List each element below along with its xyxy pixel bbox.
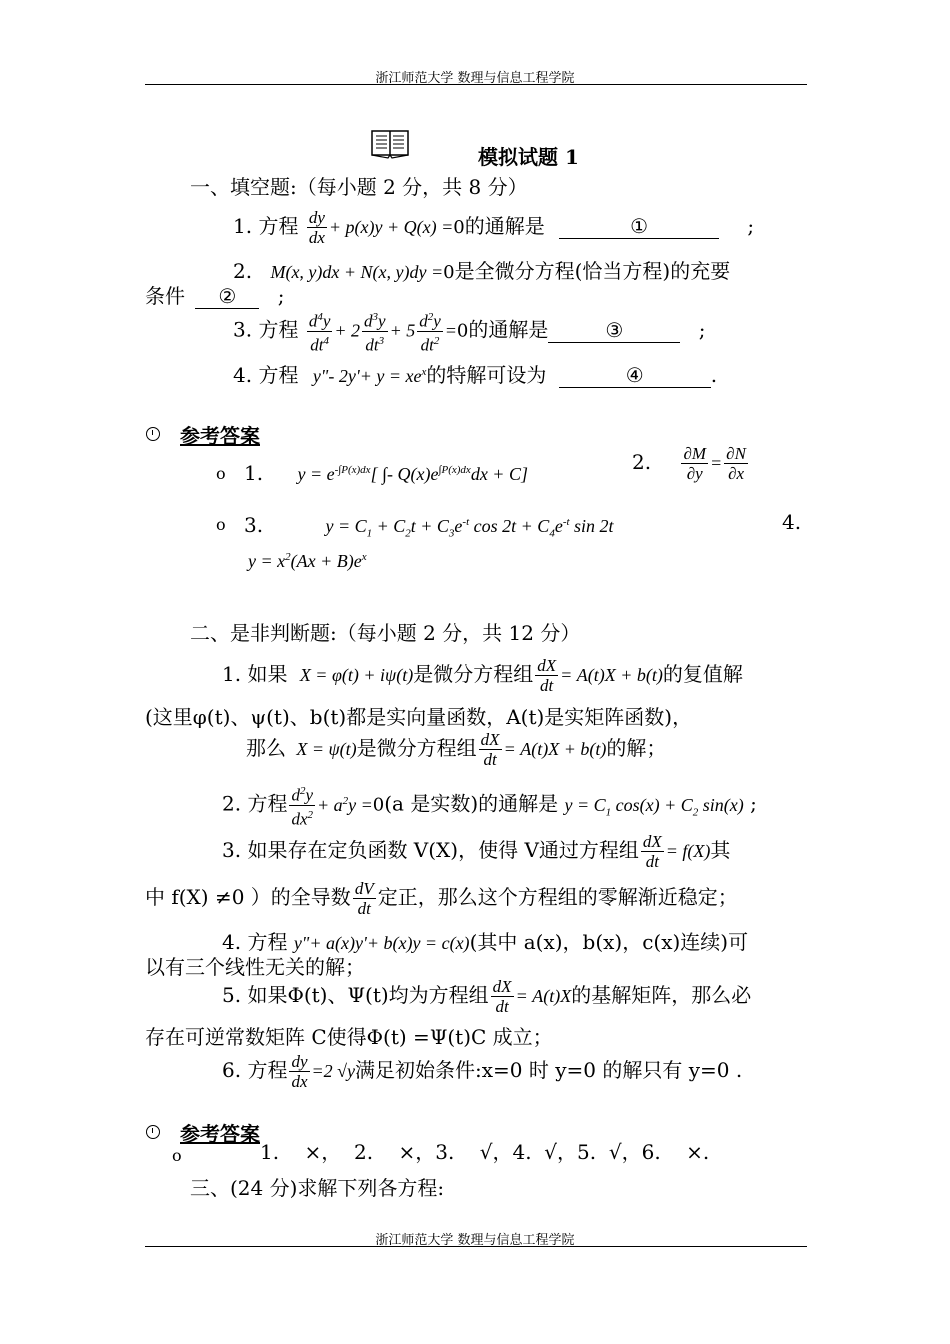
section2-heading: 二、是非判断题:（每小题 2 分，共 12 分） bbox=[190, 621, 581, 645]
s2-q6: 6. 方程 $\frac{dy}{dx}$ =2 √y满足初始条件:x=0 时 y=0 的解只有 y=0 . bbox=[222, 1052, 743, 1091]
s1-q2: 2. M(x, y)dx + N(x, y)dy =0是全微分方程(恰当方程)的充要 bbox=[233, 259, 731, 283]
page-footer: 浙江师范大学 数理与信息工程学院 bbox=[375, 1233, 575, 1248]
s2-q3-line2: 中 f(X) ≠0 ）的全导数 $\frac{dV}{dt}$ 定正，那么这个方程组的零解渐近稳定； bbox=[145, 879, 738, 918]
answer-line-2: 1. ×， 2. ×，3. √，4. √，5. √，6. ×. bbox=[260, 1140, 710, 1164]
s1-q4: 4. 方程 y"- $2y'+ y = xe^x$的特解可设为 ④ . bbox=[233, 363, 718, 387]
page-header: 浙江师范大学 数理与信息工程学院 bbox=[375, 71, 575, 86]
footer-rule bbox=[145, 1246, 807, 1247]
s2-q1: 1. 如果 X = φ(t) + iψ(t)是微分方程组 $\frac{dX}{dt}$ = A(t)X + b(t)的复值解 bbox=[222, 656, 743, 695]
clock-icon-2 bbox=[146, 1124, 160, 1143]
s2-q4: 4. 方程 y"+ a(x)y'+ b(x)y = c(x)(其中 a(x)，b(x)，c(x)连续)可 bbox=[222, 930, 749, 954]
book-icon bbox=[370, 129, 410, 163]
s2-q1-line3: 那么 X = ψ(t)是微分方程组 $\frac{dX}{dt}$ = A(t)X + b(t)的解； bbox=[246, 730, 667, 769]
s1-q3: 3. 方程 $\frac{d^4y}{dt^4}$ + 2 $\frac{d^3y}{dt^3}$ + 5 $\frac{d^2y}{dt^2}$ =0的通解是 ③ ; bbox=[233, 308, 705, 354]
s2-q1-line2: (这里φ(t)、ψ(t)、b(t)都是实向量函数，A(t)是实矩阵函数)， bbox=[145, 705, 693, 729]
bullet-3: o bbox=[172, 1146, 182, 1165]
ans1-item4-formula: $y = x^2(Ax + B)e^x$ bbox=[248, 551, 367, 571]
s2-q4-line2: 以有三个线性无关的解； bbox=[145, 955, 365, 979]
s2-q5-line2: 存在可逆常数矩阵 C使得Φ(t) =Ψ(t)C 成立； bbox=[145, 1025, 553, 1049]
clock-icon bbox=[146, 426, 160, 445]
answer-heading-1: 参考答案 bbox=[180, 424, 260, 448]
s1-q1: 1. 方程 $\frac{dy}{dx}$ + p(x)y + Q(x) =0的通解是 ① ; bbox=[233, 208, 755, 247]
ans1-item2: 2. $\frac{\partial M}{\partial y}$ = $\frac{\partial N}{\partial x}$ bbox=[632, 444, 746, 483]
s1-q2-line2: 条件 ② ; bbox=[145, 284, 285, 308]
blank-2: ② bbox=[195, 284, 259, 309]
bullet-1: o bbox=[216, 464, 226, 483]
answer-heading-2: 参考答案 bbox=[180, 1122, 260, 1146]
s2-q5: 5. 如果Φ(t)、Ψ(t)均为方程组 $\frac{dX}{dt}$ = A(t)X的基解矩阵，那么必 bbox=[222, 977, 752, 1016]
blank-1: ① bbox=[559, 214, 719, 239]
section3-heading: 三、(24 分)求解下列各方程: bbox=[190, 1176, 445, 1200]
header-rule bbox=[145, 84, 807, 85]
s2-q3: 3. 如果存在定负函数 V(X)，使得 V通过方程组 $\frac{dX}{dt}$ = f(X)其 bbox=[222, 832, 731, 871]
s2-q2: 2. 方程 $\frac{d^2y}{dx^2}$ + $a^2y =0(a$ 是实数)的通解是 $y = C_1$ $\cos(x) + C_2$ sin(x) ; bbox=[222, 782, 757, 828]
section1-heading: 一、填空题:（每小题 2 分，共 8 分） bbox=[190, 175, 528, 199]
ans1-item4: 4. bbox=[782, 510, 802, 534]
blank-4: ④ bbox=[559, 363, 711, 388]
blank-3: ③ bbox=[548, 318, 680, 343]
page-title: 模拟试题 1 bbox=[478, 145, 579, 169]
ans1-item1: 1. $y = e^{-\int P(x)dx}$[ ∫- $Q(x)e^{\int P(x)dx}dx + C$] bbox=[244, 461, 528, 485]
bullet-2: o bbox=[216, 515, 226, 534]
ans1-item3: 3. $y = C_1 + C_2t + C_3e^{-t}$ $\cos 2t + C_4e^{-t}$ sin 2t bbox=[244, 513, 614, 540]
